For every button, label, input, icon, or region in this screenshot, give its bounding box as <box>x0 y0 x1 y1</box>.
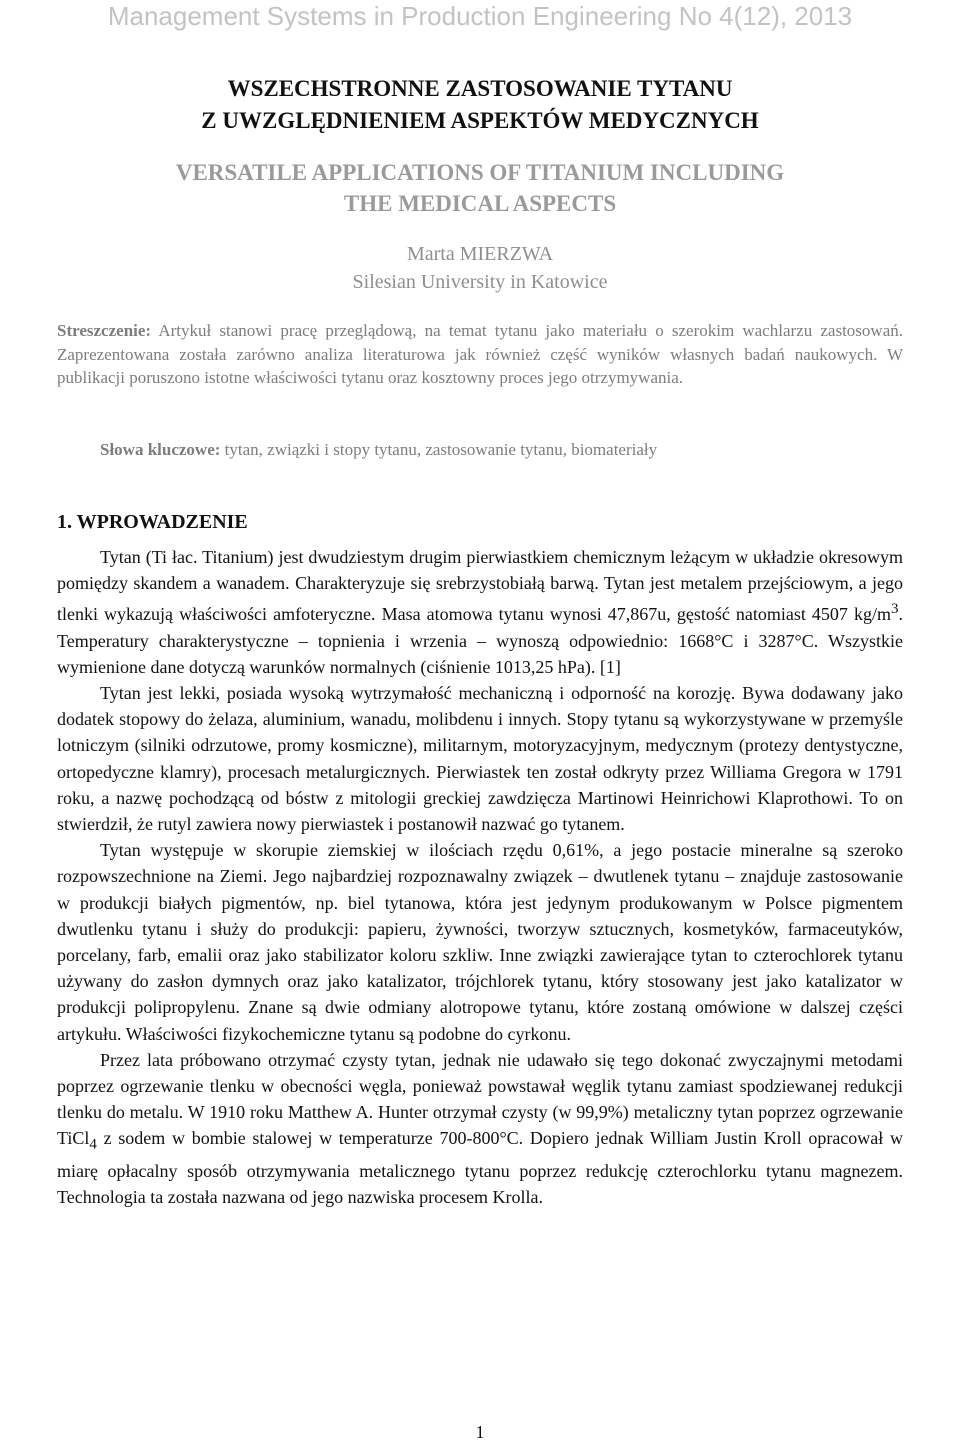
paragraph-4-part-a: Przez lata próbowano otrzymać czysty tytan, jednak nie udawało się tego dokonać zwyczajnymi metodami poprzez ogrzewanie tlenku w obecności węgla, ponieważ powstawał węglik tytanu zamiast spodziewanej redukcji tlenku do metalu. W 1910 roku Matthew A. Hunter otrzymał czysty (w 99,9%) metaliczny tytan poprzez ogrzewanie TiCl <box>57 1049 903 1149</box>
body-text <box>57 544 903 1211</box>
page-number: 1 <box>475 1422 485 1442</box>
paragraph-4 <box>57 1047 903 1211</box>
author-affiliation: Silesian University in Katowice <box>352 271 608 293</box>
keywords-label: Słowa kluczowe: <box>100 440 221 459</box>
abstract-text: Artykuł stanowi pracę przeglądową, na temat tytanu jako materiału o szerokim wachlarzu zastosowań. Zaprezentowana została zarówno analiza literaturowa jak również część wyników własnych badań naukowych. W publikacji poruszono istotne właściwości tytanu oraz kosztowny proces jego otrzymywania. <box>57 321 903 388</box>
section-heading: 1. WPROWADZENIE <box>57 511 248 533</box>
journal-header: Management Systems in Production Engineering No 4(12), 2013 <box>107 1 853 31</box>
superscript-3: 3 <box>891 601 899 618</box>
title-polish-line-1: WSZECHSTRONNE ZASTOSOWANIE TYTANU <box>227 76 733 101</box>
keywords-text: tytan, związki i stopy tytanu, zastosowanie tytanu, biomateriały <box>220 440 658 459</box>
subscript-4: 4 <box>89 1137 97 1154</box>
title-polish-line-2: Z UWZGLĘDNIENIEM ASPEKTÓW MEDYCZNYCH <box>201 108 759 133</box>
keywords <box>100 438 920 462</box>
paragraph-2: Tytan jest lekki, posiada wysoką wytrzymałość mechaniczną i odporność na korozję. Bywa dodawany jako dodatek stopowy do żelaza, aluminium, wanadu, molibdenu i innych. Stopy tytanu są wykorzystywane w przemyśle lotniczym (silniki odrzutowe, promy kosmiczne), militarnym, motoryzacyjnym, medycznym (protezy dentystyczne, ortopedyczne klamry), procesach metalurgicznych. Pierwiastek ten został odkryty przez Williama Gregora w 1791 roku, a nazwę pochodzącą od bóstw z mitologii greckiej zawdzięcza Martinowi Heinrichowi Klaprothowi. To on stwierdził, że rutyl zawiera nowy pierwiastek i postanowił nazwać go tytanem. <box>57 683 903 835</box>
author-name: Marta MIERZWA <box>406 243 554 265</box>
abstract-label: Streszczenie: <box>57 321 152 340</box>
title-english-line-1: VERSATILE APPLICATIONS OF TITANIUM INCLUDING <box>175 160 785 185</box>
paragraph-3: Tytan występuje w skorupie ziemskiej w ilościach rzędu 0,61%, a jego postacie mineralne są szeroko rozpowszechnione na Ziemi. Jego najbardziej rozpoznawalny związek – dwutlenek tytanu – znajduje zastosowanie w produkcji białych pigmentów, np. biel tytanowa, która jest jedynym produkowanym w Polsce pigmentem dwutlenku tytanu i służy do produkcji: papieru, żywności, tworzyw sztucznych, kosmetyków, farmaceutyków, porcelany, farb, emalii oraz jako stabilizator koloru szkliw. Inne związki zawierające tytan to czterochlorek tytanu używany do zasłon dymnych oraz jako katalizator, trójchlorek tytanu, który stosowany jest jako katalizator w produkcji polipropylenu. Znane są dwie odmiany alotropowe tytanu, które zostaną omówione w dalszej części artykułu. Właściwości fizykochemiczne tytanu są podobne do cyrkonu. <box>57 840 903 1044</box>
abstract <box>57 319 903 390</box>
paragraph-4-part-b: z sodem w bombie stalowej w temperaturze 700-800°C. Dopiero jednak William Justin Kroll opracował w miarę opłacalny sposób otrzymywania metalicznego tytanu poprzez redukcję czterochlorku tytanu magnezem. Technologia ta została nazwana od jego nazwiska procesem Krolla. <box>57 1128 903 1208</box>
paragraph-1 <box>57 544 903 680</box>
paragraph-1-part-a: Tytan (Ti łac. Titanium) jest dwudziestym drugim pierwiastkiem chemicznym leżącym w układzie okresowym pomiędzy skandem a wanadem. Charakteryzuje się srebrzystobiałą barwą. Tytan jest metalem przejściowym, a jego tlenki wykazują właściwości amfoteryczne. Masa atomowa tytanu wynosi 47,867u, gęstość natomiast 4507 kg/m <box>57 547 903 625</box>
title-english-line-2: THE MEDICAL ASPECTS <box>343 191 617 216</box>
paragraph-1-part-b: . Temperatury charakterystyczne – topnienia i wrzenia – wynoszą odpowiednio: 1668°C i 3287°C. Wszystkie wymienione dane dotyczą warunków normalnych (ciśnienie 1013,25 hPa). [1] <box>57 604 903 677</box>
